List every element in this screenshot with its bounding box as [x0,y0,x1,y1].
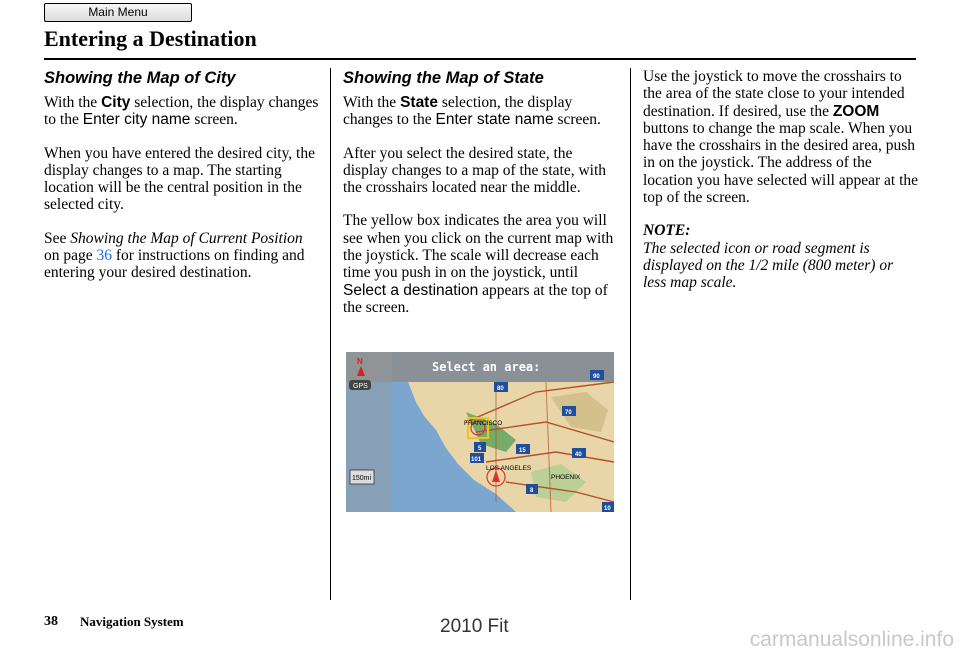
column-divider [630,68,631,600]
text: See [44,229,71,247]
highway-label: 8 [530,488,534,494]
page-number: 38 [44,614,58,629]
note-text: The selected icon or road segment is displayed on the 1/2 mile (800 meter) or less map scale. [643,239,894,292]
page-link[interactable]: 36 [96,247,113,265]
enter-state-name-label: Enter state name [435,111,554,129]
main-menu-button[interactable]: Main Menu [44,3,192,22]
city-paragraph-1 [44,94,319,129]
state-paragraph-2: After you select the desired state, the display changes to a map of the state, with the crosshairs located near the middle. [343,144,607,197]
state-section [343,68,618,332]
text: selection, the display changes to the [343,94,573,129]
highway-label: 15 [519,448,526,454]
gps-label: GPS [353,383,368,390]
cross-reference-title: Showing the Map of Current Position [70,229,303,247]
enter-city-name-label: Enter city name [82,111,191,129]
text: Use the joystick to move the crosshairs to the area of the state close to your intended destination. If desired, use the [643,68,905,120]
map-banner-text: Select an area: [432,360,541,374]
city-paragraph-3 [44,230,319,282]
note-label: NOTE: [643,222,691,240]
text: With the [44,94,102,111]
text: buttons to change the map scale. When you have the crosshairs in the desired area, push in on the joystick. The address of the location you have selected will appear at the top of the screen. [643,119,919,207]
state-option-label: State [400,94,438,111]
text: appears at the top of the screen. [343,281,608,316]
model-label: 2010 Fit [440,616,509,637]
text: The yellow box indicates the area you will see when you click on the current map with the joystick. The scale will decrease each time you push in on the joystick, until [343,212,614,282]
state-paragraph-1 [343,94,618,129]
scale-label: 150mi [352,475,372,482]
column-divider [330,68,331,600]
highway-label: 5 [478,446,482,452]
zoom-label: ZOOM [832,102,880,120]
text: selection, the display changes to the [44,94,319,129]
state-map-image [346,352,614,512]
north-indicator: N [357,357,363,366]
highway-label: 70 [565,410,572,416]
city-paragraph-2: When you have entered the desired city, the display changes to a map. The starting location will be the central position in the selected city. [44,144,315,214]
watermark: carmanualsonline.info [749,628,954,651]
select-destination-label: Select a destination [343,281,479,299]
text: for instructions on finding and entering your desired destination. [44,247,305,282]
map-side-panel [346,352,392,512]
city-section [44,68,319,298]
text: With the [343,94,401,111]
highway-label: 10 [604,506,611,512]
text: screen. [553,111,601,129]
highway-label: 90 [593,374,600,380]
state-section-heading: Showing the Map of State [343,69,544,87]
highway-label: 101 [471,457,482,463]
instructions-section [643,68,918,292]
city-option-label: City [101,94,131,111]
guide-name: Navigation System [80,614,184,629]
highway-label: 40 [575,452,582,458]
text: on page [44,247,97,265]
page-title: Entering a Destination [44,26,257,51]
city-label: PHOENIX [551,474,581,481]
text: screen. [190,111,238,129]
city-label: FRANCISCO [464,420,503,427]
title-divider [44,58,916,60]
state-paragraph-3 [343,212,618,316]
highway-label: 80 [497,386,504,392]
instructions-paragraph [643,68,918,206]
city-section-heading: Showing the Map of City [44,69,236,87]
city-label: LOS ANGELES [486,465,532,472]
